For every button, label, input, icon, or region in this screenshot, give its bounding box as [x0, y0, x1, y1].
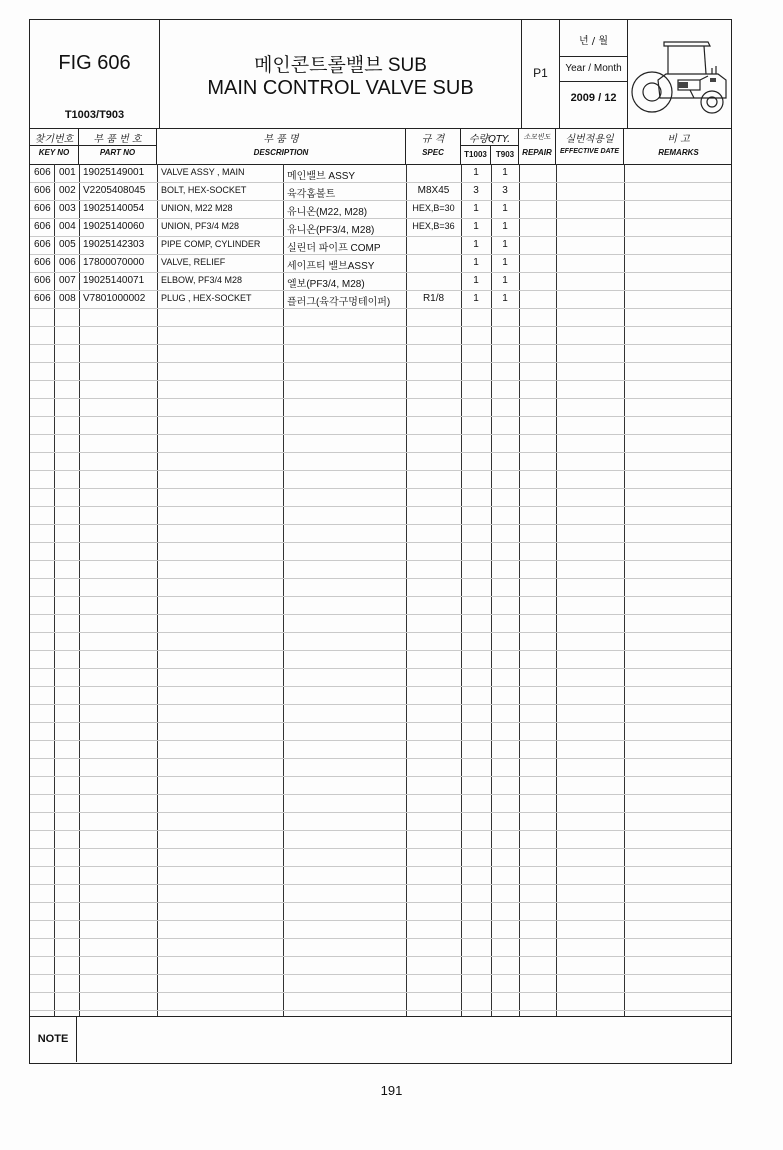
row-rule	[30, 344, 731, 345]
model-label: T1003/T903	[64, 109, 125, 121]
row-rule	[30, 182, 731, 183]
part-no-cell: 19025140071	[83, 275, 145, 286]
col-desc-en: DESCRIPTION	[253, 148, 309, 157]
desc-en-cell: PLUG , HEX-SOCKET	[161, 293, 252, 303]
figure-box	[30, 20, 160, 128]
row-rule	[30, 362, 731, 363]
date-value: 2009 / 12	[570, 92, 617, 104]
part-no-cell: 17800070000	[83, 257, 145, 268]
col-description	[157, 128, 406, 164]
key-cell: 007	[59, 275, 76, 286]
part-no-cell: 19025140060	[83, 221, 145, 232]
col-repair	[519, 128, 556, 164]
row-rule	[30, 632, 731, 633]
col-key-no	[30, 128, 79, 164]
qty-t1003-cell: 1	[473, 221, 479, 232]
column-headers	[30, 128, 731, 165]
row-rule	[30, 776, 731, 777]
page-label: P1	[533, 66, 548, 80]
row-rule	[30, 398, 731, 399]
table-row	[30, 290, 731, 308]
qty-t903-cell: 3	[502, 185, 508, 196]
qty-t1003-cell: 1	[473, 167, 479, 178]
row-rule	[30, 740, 731, 741]
row-rule	[30, 758, 731, 759]
table-row	[30, 182, 731, 200]
row-rule	[30, 506, 731, 507]
row-rule	[30, 650, 731, 651]
note-label: NOTE	[30, 1016, 77, 1062]
row-rule	[30, 830, 731, 831]
row-rule	[30, 326, 731, 327]
desc-en-cell: PIPE COMP, CYLINDER	[161, 239, 261, 249]
row-rule	[30, 488, 731, 489]
col-part-no-kr: 부 품 번 호	[93, 134, 142, 145]
col-qty-t903: T903	[495, 150, 515, 159]
qty-t1003-cell: 1	[473, 257, 479, 268]
row-rule	[30, 542, 731, 543]
sheet-header	[30, 20, 731, 129]
qty-t903-cell: 1	[502, 275, 508, 286]
key-cell: 006	[59, 257, 76, 268]
row-rule	[30, 848, 731, 849]
row-rule	[30, 578, 731, 579]
row-rule	[30, 308, 731, 309]
row-rule	[30, 884, 731, 885]
fig-cell: 606	[34, 257, 51, 268]
part-no-cell: V2205408045	[83, 185, 146, 196]
row-rule	[30, 704, 731, 705]
row-rule	[30, 290, 731, 291]
col-eff-en: EFFECTIVE DATE	[560, 148, 619, 155]
fig-cell: 606	[34, 239, 51, 250]
row-rule	[30, 794, 731, 795]
desc-kr-cell: 육각홈볼트	[287, 189, 336, 200]
fig-cell: 606	[34, 185, 51, 196]
desc-kr-cell: 실린더 파이프 COMP	[287, 243, 381, 254]
qty-t1003-cell: 1	[473, 203, 479, 214]
qty-t1003-cell: 1	[473, 275, 479, 286]
row-rule	[30, 722, 731, 723]
key-cell: 003	[59, 203, 76, 214]
row-rule	[30, 380, 731, 381]
row-rule	[30, 200, 731, 201]
spec-cell: HEX,B=36	[412, 221, 455, 231]
part-no-cell: V7801000002	[83, 293, 146, 304]
qty-t903-cell: 1	[502, 257, 508, 268]
desc-kr-cell: 메인밸브 ASSY	[287, 171, 356, 182]
table-row	[30, 200, 731, 218]
row-rule	[30, 524, 731, 525]
row-rule	[30, 236, 731, 237]
row-rule	[30, 218, 731, 219]
qty-t903-cell: 1	[502, 239, 508, 250]
desc-kr-cell: 플러그(육각구멍테이퍼)	[287, 297, 391, 308]
row-rule	[30, 920, 731, 921]
qty-t903-cell: 1	[502, 221, 508, 232]
key-cell: 005	[59, 239, 76, 250]
date-label-english: Year / Month	[560, 56, 627, 82]
row-rule	[30, 902, 731, 903]
note-box	[30, 1016, 731, 1062]
row-rule	[30, 614, 731, 615]
figure-number: FIG 606	[58, 52, 131, 74]
key-cell: 004	[59, 221, 76, 232]
desc-en-cell: VALVE, RELIEF	[161, 257, 226, 267]
table-row	[30, 272, 731, 290]
desc-kr-cell: 세이프티 밸브ASSY	[287, 261, 375, 272]
col-remarks	[624, 128, 733, 164]
row-rule	[30, 866, 731, 867]
row-rule	[30, 596, 731, 597]
col-spec-en: SPEC	[422, 148, 444, 157]
key-cell: 001	[59, 167, 76, 178]
col-qty	[461, 128, 519, 164]
col-remarks-en: REMARKS	[658, 148, 699, 157]
desc-kr-cell: 엘보(PF3/4, M28)	[287, 279, 365, 290]
fig-cell: 606	[34, 293, 51, 304]
key-cell: 002	[59, 185, 76, 196]
col-qty-kr: 수량QTY.	[468, 134, 511, 145]
col-key-no-en: KEY NO	[38, 148, 70, 157]
qty-t1003-cell: 3	[473, 185, 479, 196]
qty-t1003-cell: 1	[473, 293, 479, 304]
key-cell: 008	[59, 293, 76, 304]
table-row	[30, 218, 731, 236]
row-rule	[30, 686, 731, 687]
desc-kr-cell: 유니온(PF3/4, M28)	[287, 225, 375, 236]
fig-cell: 606	[34, 203, 51, 214]
parts-sheet	[29, 19, 732, 1064]
table-row	[30, 236, 731, 254]
row-rule	[30, 254, 731, 255]
col-key-no-kr: 찾기번호	[34, 134, 74, 145]
part-no-cell: 19025149001	[83, 167, 145, 178]
page-number: 191	[380, 1083, 403, 1098]
col-effective-date	[556, 128, 624, 164]
row-rule	[30, 470, 731, 471]
table-row	[30, 254, 731, 272]
qty-t903-cell: 1	[502, 293, 508, 304]
row-rule	[30, 938, 731, 939]
spec-cell: HEX,B=30	[412, 203, 455, 213]
col-spec	[406, 128, 461, 164]
col-remarks-kr: 비 고	[667, 134, 690, 145]
col-eff-kr: 실번적용일	[565, 134, 614, 145]
qty-t1003-cell: 1	[473, 239, 479, 250]
title-box	[160, 20, 522, 128]
title-english: MAIN CONTROL VALVE SUB	[207, 77, 474, 99]
col-desc-kr: 부 품 명	[263, 134, 299, 145]
spec-cell: R1/8	[422, 293, 445, 304]
row-rule	[30, 992, 731, 993]
desc-en-cell: BOLT, HEX-SOCKET	[161, 185, 247, 195]
parts-table-body	[30, 164, 731, 1017]
row-rule	[30, 812, 731, 813]
fig-cell: 606	[34, 167, 51, 178]
col-repair-kr: 소모빈도	[523, 133, 551, 141]
fig-cell: 606	[34, 221, 51, 232]
row-rule	[30, 974, 731, 975]
page-box	[522, 20, 560, 128]
col-part-no-en: PART NO	[99, 148, 136, 157]
fig-cell: 606	[34, 275, 51, 286]
title-korean: 메인콘트롤밸브 SUB	[254, 55, 427, 76]
qty-t903-cell: 1	[502, 203, 508, 214]
desc-en-cell: VALVE ASSY , MAIN	[161, 167, 245, 177]
row-rule	[30, 956, 731, 957]
row-rule	[30, 452, 731, 453]
spec-cell: M8X45	[417, 185, 450, 196]
qty-t903-cell: 1	[502, 167, 508, 178]
part-no-cell: 19025140054	[83, 203, 145, 214]
col-part-no	[79, 128, 157, 164]
row-rule	[30, 668, 731, 669]
tractor-image-box	[628, 20, 733, 128]
row-rule	[30, 416, 731, 417]
table-row	[30, 164, 731, 182]
desc-kr-cell: 유니온(M22, M28)	[287, 207, 368, 218]
desc-en-cell: ELBOW, PF3/4 M28	[161, 275, 243, 285]
date-label-korean: 년 / 월	[578, 36, 609, 47]
desc-en-cell: UNION, M22 M28	[161, 203, 233, 213]
col-repair-en: REPAIR	[522, 148, 552, 157]
date-box	[560, 20, 628, 128]
col-spec-kr: 규 격	[421, 134, 445, 145]
row-rule	[30, 560, 731, 561]
row-rule	[30, 434, 731, 435]
tractor-icon	[630, 36, 730, 116]
row-rule	[30, 1010, 731, 1011]
row-rule	[30, 272, 731, 273]
col-qty-t1003: T1003	[461, 146, 491, 164]
desc-en-cell: UNION, PF3/4 M28	[161, 221, 240, 231]
part-no-cell: 19025142303	[83, 239, 145, 250]
